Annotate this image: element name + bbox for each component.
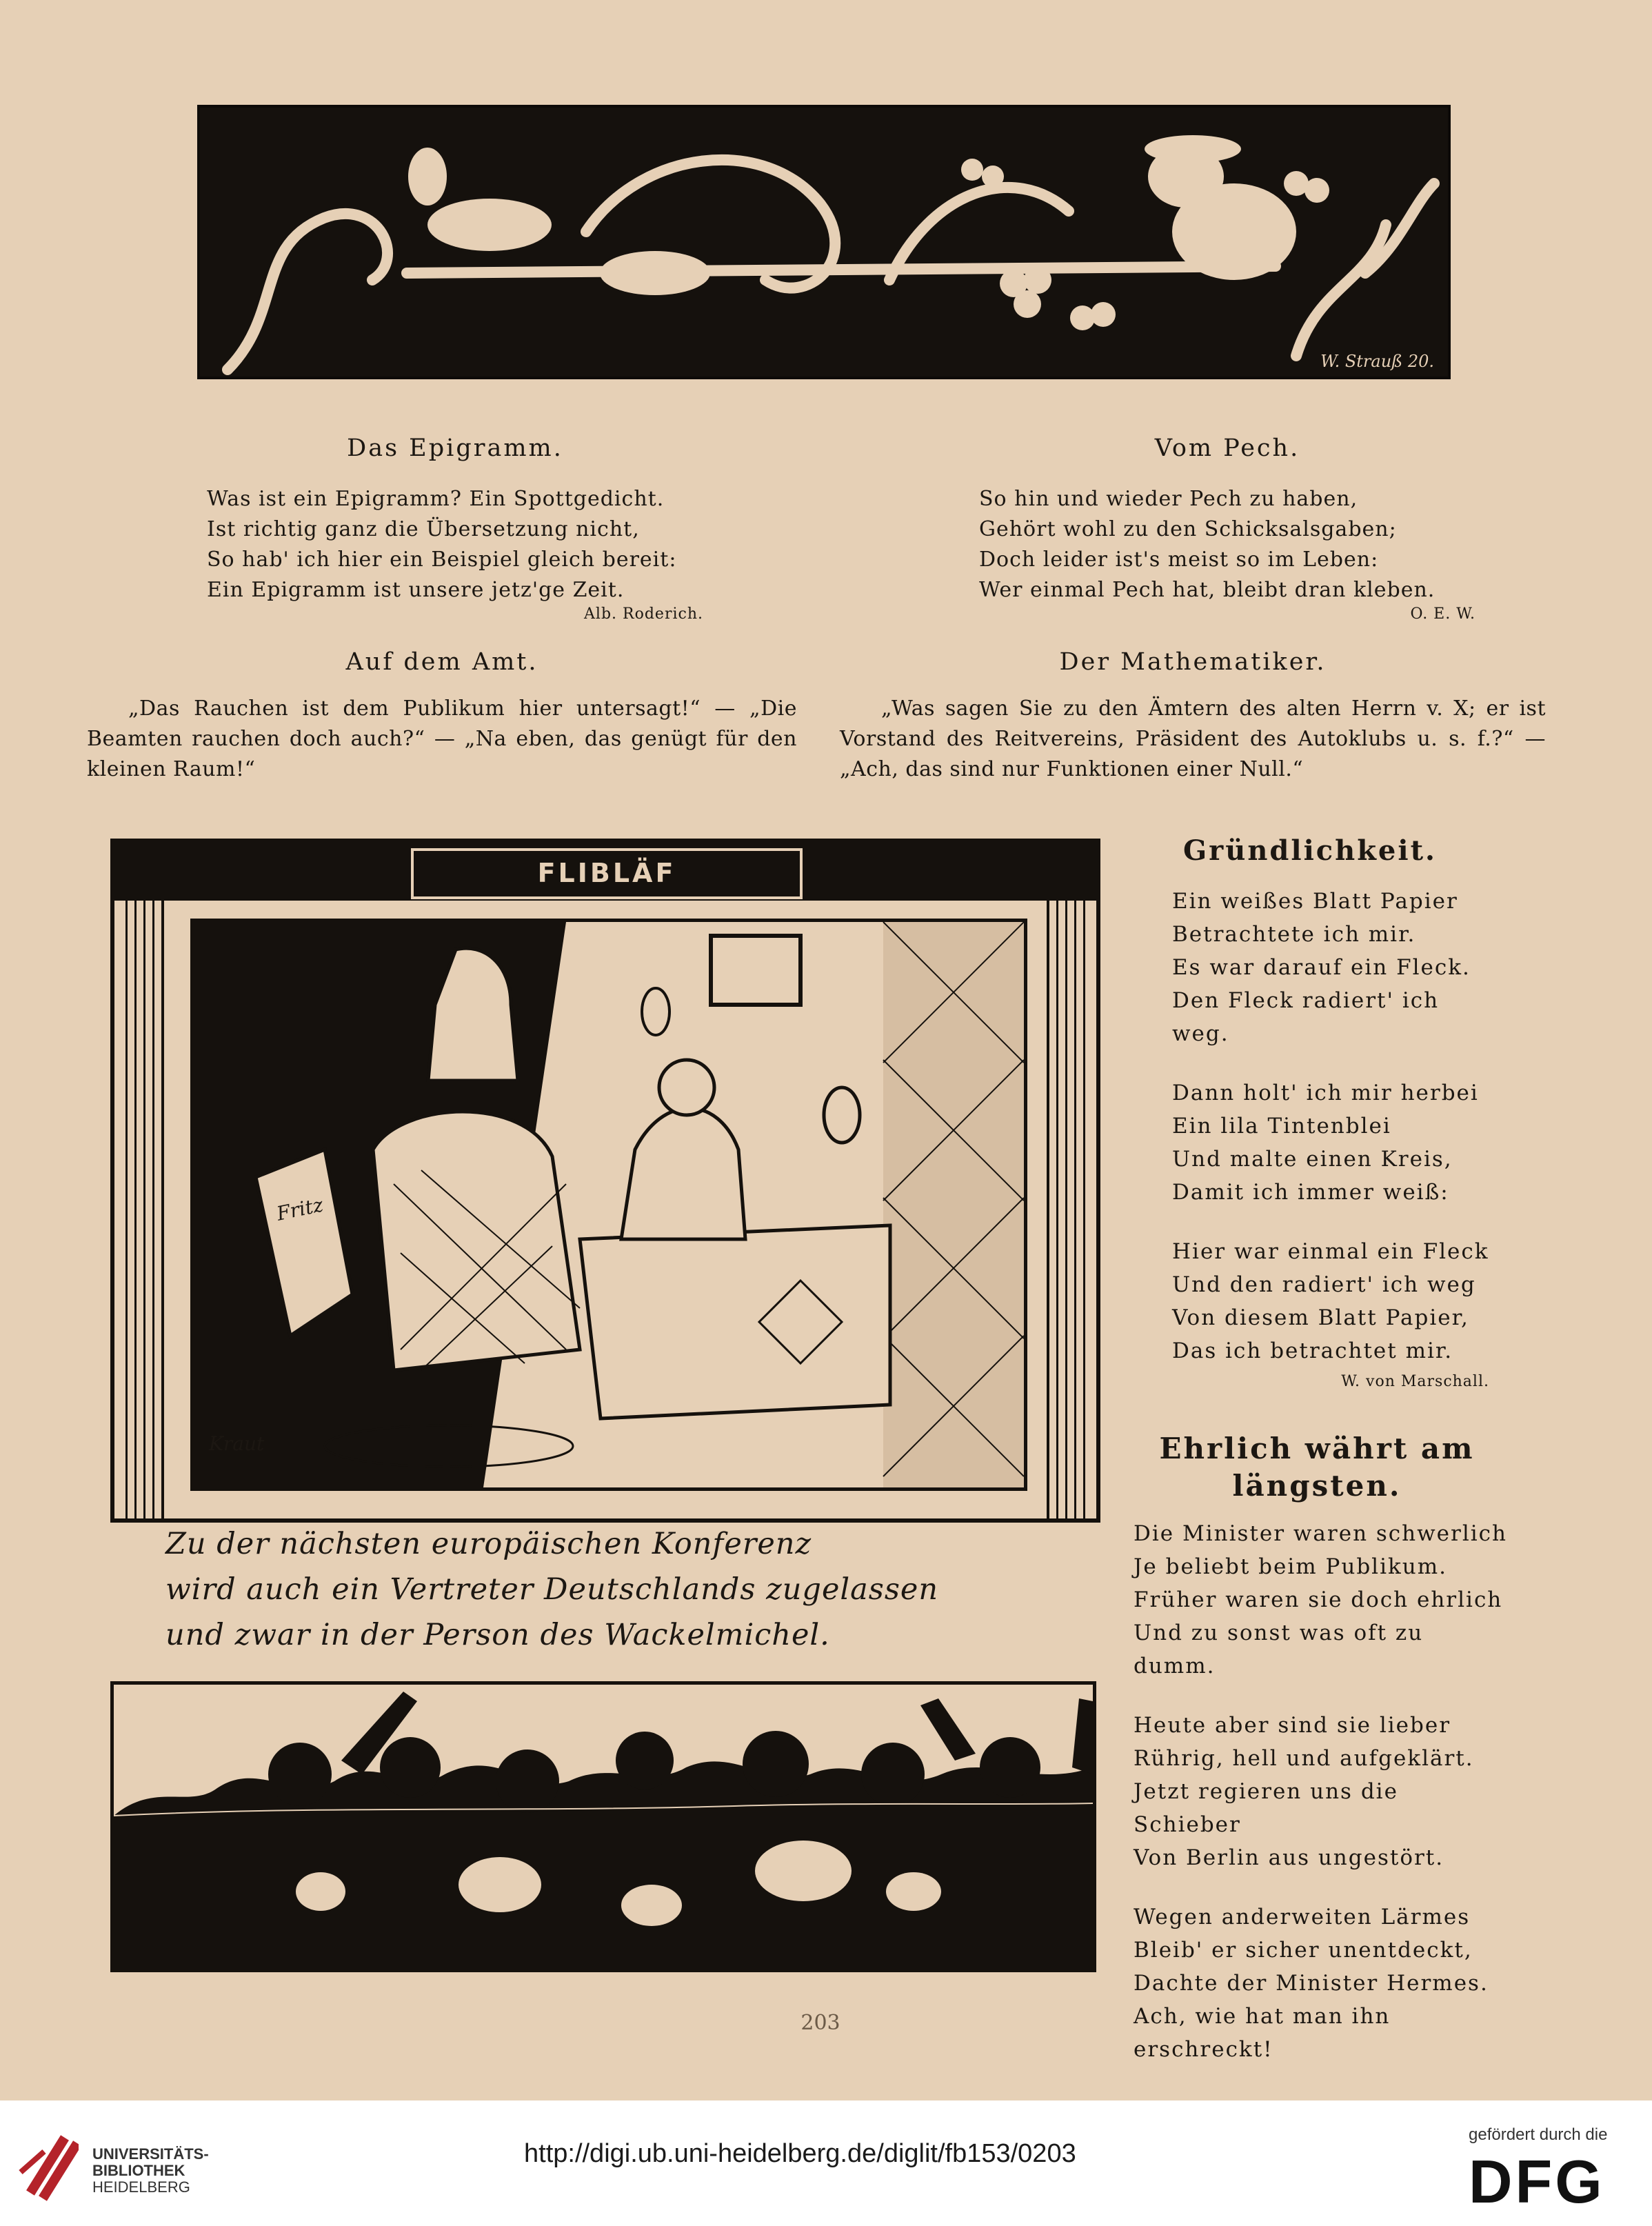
poem-line: Ist richtig ganz die Übersetzung nicht, <box>207 517 640 541</box>
library-name-line: BIBLIOTHEK <box>92 2162 185 2179</box>
poem-line: Das ich betrachtet mir. <box>1172 1338 1453 1363</box>
artist-signature: Kraut <box>209 1432 265 1455</box>
poem-line: Rührig, hell und aufgeklärt. <box>1134 1746 1474 1771</box>
poem-epigramm <box>207 434 703 623</box>
decorative-banner <box>197 105 1451 379</box>
poem-line: Und den radiert' ich weg <box>1172 1272 1476 1297</box>
poem-line: Und malte einen Kreis, <box>1172 1147 1453 1172</box>
poem-line: So hin und wieder Pech zu haben, <box>979 487 1358 511</box>
document-url-link[interactable]: http://digi.ub.uni-heidelberg.de/diglit/fb153/0203 <box>524 2139 1076 2168</box>
poem-line: Und zu sonst was oft zu dumm. <box>1134 1621 1424 1678</box>
stage-column-left <box>119 901 164 1518</box>
poem-author: W. von Marschall. <box>1341 1373 1489 1390</box>
poem-line: Was ist ein Epigramm? Ein Spottgedicht. <box>207 487 665 511</box>
anecdote-text: „Was sagen Sie zu den Ämtern des alten Herrn v. X; er ist Vorstand des Reitvereins, Präsident des Autoklubs u. s. f.?“ — „Ach, das sind nur Funktionen einer Null.“ <box>840 696 1546 781</box>
poem-line: Gehört wohl zu den Schicksalsgaben; <box>979 517 1397 541</box>
caption-line: wird auch ein Vertreter Deutschlands zugelassen <box>165 1572 939 1607</box>
poem-stanza <box>1172 1076 1489 1209</box>
poem-title <box>1124 1430 1510 1505</box>
caption-line: und zwar in der Person des Wackelmichel. <box>165 1618 830 1652</box>
banner-illustration <box>200 108 1448 377</box>
poem-line: Ein lila Tintenblei <box>1172 1114 1391 1139</box>
poem-stanza <box>1134 1517 1510 1683</box>
anecdote-text: „Das Rauchen ist dem Publikum hier untersagt!“ — „Die Beamten rauchen doch auch?“ — „Na eben, das genügt für den kleinen Raum!“ <box>87 696 797 781</box>
poem-line: Dachte der Minister Hermes. <box>1134 1971 1489 1996</box>
crowd-illustration <box>110 1681 1096 1972</box>
anecdote-title: Auf dem Amt. <box>345 648 538 676</box>
poem-title: Gründlichkeit. <box>1183 834 1437 867</box>
viewer-footer <box>0 2100 1652 2226</box>
poem-line: Den Fleck radiert' ich weg. <box>1172 988 1440 1046</box>
poem-line: Von diesem Blatt Papier, <box>1172 1305 1469 1330</box>
stage-sign-text: FLIBLÄF <box>537 858 676 888</box>
poem-author: O. E. W. <box>1410 605 1475 623</box>
poem-line: So hab' ich hier ein Beispiel gleich bereit: <box>207 548 677 572</box>
poem-line: Wer einmal Pech hat, bleibt dran kleben. <box>979 578 1436 602</box>
poem-line: Bleib' er sicher unentdeckt, <box>1134 1938 1473 1963</box>
page-number: 203 <box>800 2011 840 2035</box>
stage-column-right <box>1047 901 1092 1518</box>
poem-line: Ach, wie hat man ihn erschreckt! <box>1134 2004 1391 2062</box>
poem-line: Von Berlin aus ungestört. <box>1134 1845 1444 1870</box>
library-name-line: HEIDELBERG <box>92 2178 190 2196</box>
poem-line: Wegen anderweiten Lärmes <box>1134 1905 1471 1929</box>
crowd-drawing <box>114 1685 1093 1969</box>
anecdote-title: Der Mathematiker. <box>1059 648 1327 676</box>
poem-line: Dann holt' ich mir herbei <box>1172 1081 1479 1105</box>
poem-pech <box>979 434 1475 623</box>
poem-line: Hier war einmal ein Fleck <box>1172 1239 1489 1264</box>
poem-stanza <box>1134 1901 1510 2066</box>
poem-line: Betrachtete ich mir. <box>1172 922 1416 947</box>
cartoon-stage <box>110 839 1100 1523</box>
poem-author: Alb. Roderich. <box>584 605 703 623</box>
poem-line: Je beliebt beim Publikum. <box>1134 1554 1447 1579</box>
poem-line: Ein weißes Blatt Papier <box>1172 889 1458 914</box>
poem-line: Es war darauf ein Fleck. <box>1172 955 1471 980</box>
poem-line: Damit ich immer weiß: <box>1172 1180 1449 1205</box>
poem-title: Vom Pech. <box>1154 434 1300 462</box>
funding-note: gefördert durch die <box>1469 2125 1608 2144</box>
banner-signature: W. Strauß 20. <box>1320 352 1434 371</box>
caption-line: Zu der nächsten europäischen Konferenz <box>165 1527 812 1561</box>
poem-line: Doch leider ist's meist so im Leben: <box>979 548 1379 572</box>
anecdote-mathematiker <box>840 648 1546 785</box>
flag-text: Fritz <box>274 1193 325 1225</box>
poem-title-line: Ehrlich währt am <box>1159 1432 1475 1465</box>
poem-ehrlich <box>1124 1430 1510 2066</box>
poem-line: Heute aber sind sie lieber <box>1134 1713 1451 1738</box>
poem-body <box>1124 1517 1510 2066</box>
poem-line: Ein Epigramm ist unsere jetz'ge Zeit. <box>207 578 625 602</box>
stage-sign <box>411 848 803 899</box>
dfg-logo[interactable]: DFG <box>1469 2147 1605 2216</box>
poem-stanza <box>1172 885 1489 1050</box>
poem-body <box>979 484 1475 605</box>
poem-body <box>207 484 703 605</box>
poem-line: Jetzt regieren uns die Schieber <box>1134 1779 1398 1837</box>
poem-stanza <box>1134 1709 1510 1874</box>
cartoon-caption <box>165 1521 1089 1658</box>
poem-line: Die Minister waren schwerlich <box>1134 1521 1507 1546</box>
poem-body <box>1131 885 1489 1367</box>
poem-stanza <box>1172 1235 1489 1367</box>
anecdote-amt <box>87 648 797 785</box>
library-name-line: UNIVERSITÄTS- <box>92 2145 209 2163</box>
stage-scene <box>190 919 1027 1491</box>
poem-title-line: längsten. <box>1232 1469 1402 1503</box>
library-logo[interactable] <box>17 2131 223 2207</box>
poem-title: Das Epigramm. <box>347 434 563 462</box>
library-emblem-icon <box>17 2131 79 2207</box>
poem-line: Früher waren sie doch ehrlich <box>1134 1587 1503 1612</box>
poem-gruendlichkeit <box>1131 834 1489 1390</box>
